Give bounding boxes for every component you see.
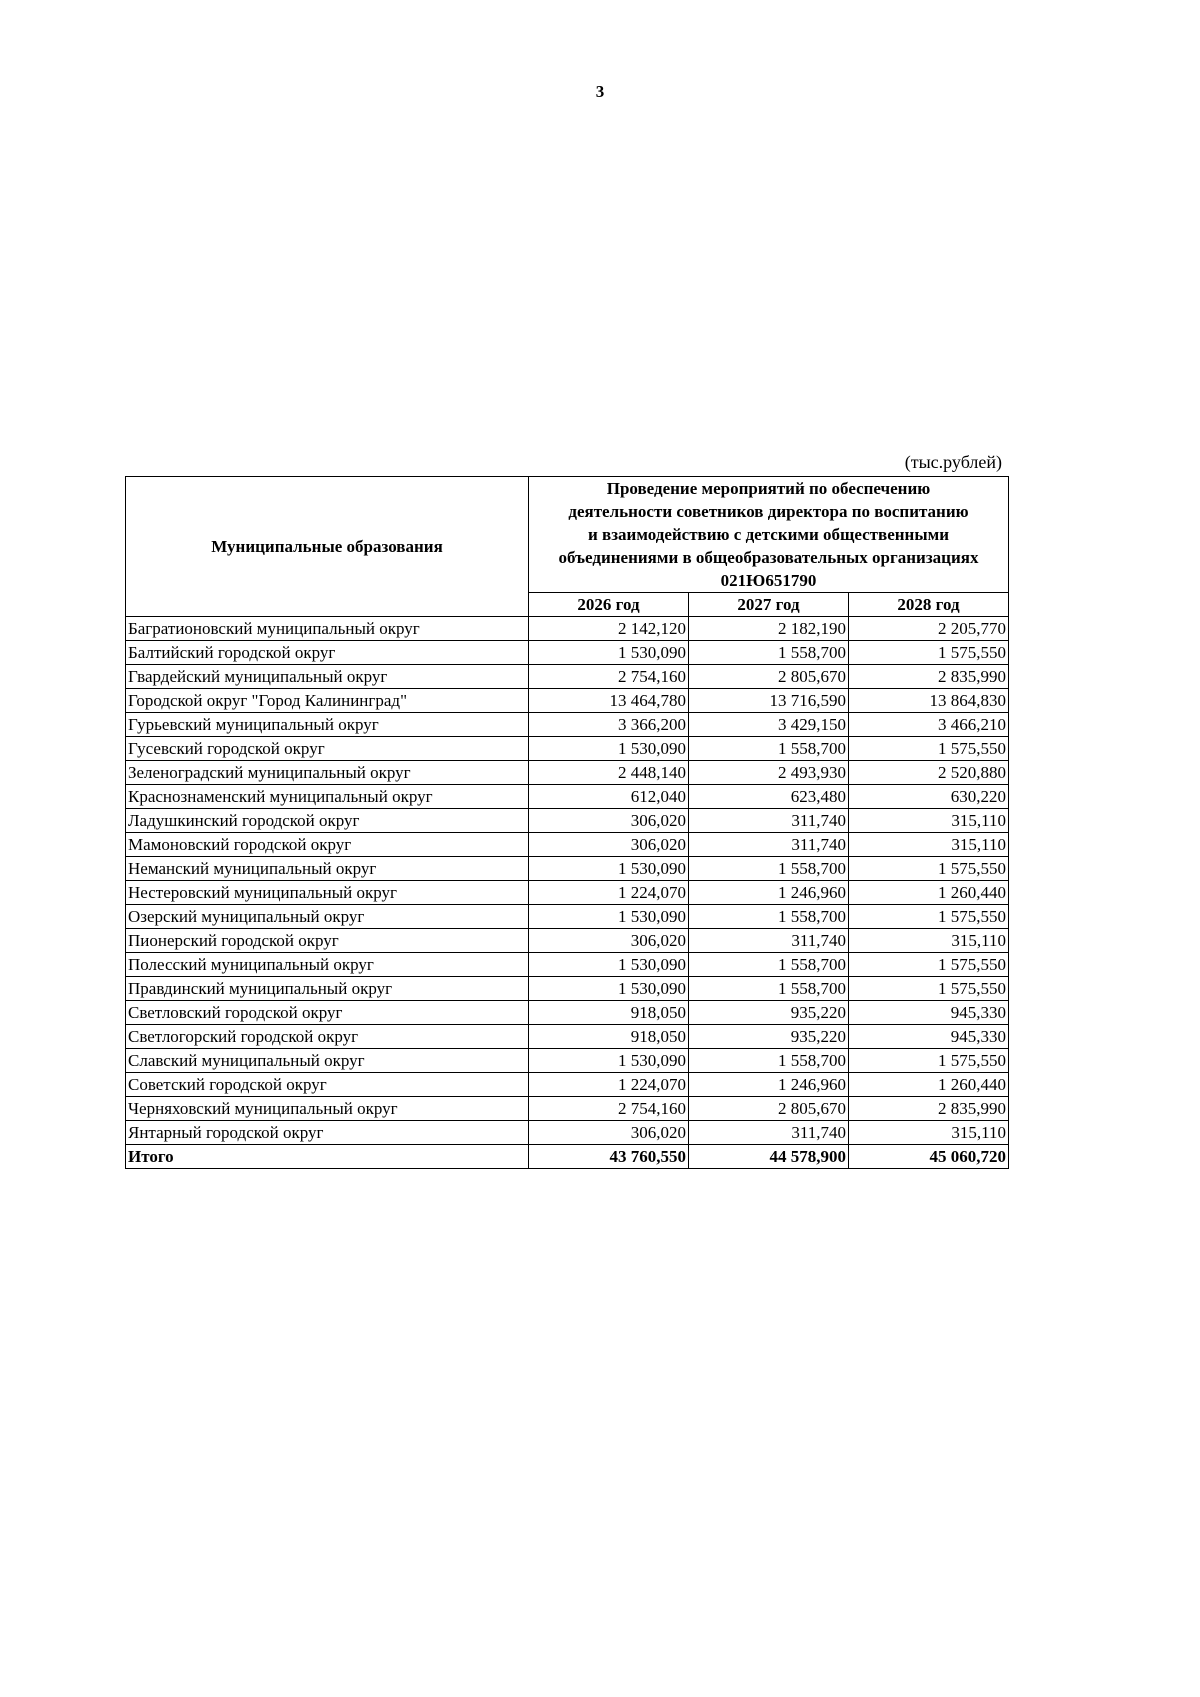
- table-body: [126, 617, 1009, 1169]
- budget-table: [125, 476, 1009, 1169]
- value-2026: 1 530,090: [529, 953, 689, 977]
- municipality-name: Гвардейский муниципальный округ: [126, 665, 529, 689]
- header-program-line: объединениями в общеобразовательных организациях: [558, 548, 979, 567]
- value-2028: 1 575,550: [849, 737, 1009, 761]
- value-2027: 2 805,670: [689, 1097, 849, 1121]
- municipality-name: Озерский муниципальный округ: [126, 905, 529, 929]
- value-2027: 2 182,190: [689, 617, 849, 641]
- value-2027: 1 558,700: [689, 905, 849, 929]
- table-row: [126, 1073, 1009, 1097]
- value-2026: 918,050: [529, 1025, 689, 1049]
- value-2026: 1 530,090: [529, 1049, 689, 1073]
- value-2026: 2 754,160: [529, 1097, 689, 1121]
- value-2028: 1 575,550: [849, 977, 1009, 1001]
- value-2026: 1 530,090: [529, 641, 689, 665]
- value-2028: 2 835,990: [849, 1097, 1009, 1121]
- value-2028: 1 575,550: [849, 641, 1009, 665]
- municipality-name: Нестеровский муниципальный округ: [126, 881, 529, 905]
- municipality-name: Светловский городской округ: [126, 1001, 529, 1025]
- value-2026: 1 530,090: [529, 857, 689, 881]
- value-2027: 311,740: [689, 929, 849, 953]
- value-2026: 2 142,120: [529, 617, 689, 641]
- municipality-name: Янтарный городской округ: [126, 1121, 529, 1145]
- value-2028: 2 520,880: [849, 761, 1009, 785]
- table-row: [126, 641, 1009, 665]
- value-2028: 1 575,550: [849, 953, 1009, 977]
- municipality-name: Гурьевский муниципальный округ: [126, 713, 529, 737]
- value-2026: 2 754,160: [529, 665, 689, 689]
- value-2026: 1 530,090: [529, 977, 689, 1001]
- value-2027: 2 493,930: [689, 761, 849, 785]
- value-2027: 935,220: [689, 1001, 849, 1025]
- table-row: [126, 977, 1009, 1001]
- value-2027: 1 558,700: [689, 641, 849, 665]
- table-row: [126, 881, 1009, 905]
- value-2026: 306,020: [529, 1121, 689, 1145]
- table-row: [126, 833, 1009, 857]
- value-2027: 44 578,900: [689, 1145, 849, 1169]
- value-2026: 43 760,550: [529, 1145, 689, 1169]
- value-2028: 1 260,440: [849, 1073, 1009, 1097]
- value-2028: 1 575,550: [849, 857, 1009, 881]
- municipality-name: Светлогорский городской округ: [126, 1025, 529, 1049]
- municipality-name: Итого: [126, 1145, 529, 1169]
- table-row: [126, 857, 1009, 881]
- municipality-name: Краснознаменский муниципальный округ: [126, 785, 529, 809]
- value-2027: 1 558,700: [689, 737, 849, 761]
- table-row: [126, 1025, 1009, 1049]
- value-2026: 1 530,090: [529, 737, 689, 761]
- table-row: [126, 809, 1009, 833]
- value-2026: 1 224,070: [529, 881, 689, 905]
- municipality-name: Балтийский городской округ: [126, 641, 529, 665]
- value-2028: 1 575,550: [849, 905, 1009, 929]
- value-2028: 1 260,440: [849, 881, 1009, 905]
- table-row: [126, 689, 1009, 713]
- header-row: [126, 477, 1009, 593]
- value-2028: 3 466,210: [849, 713, 1009, 737]
- table-row: [126, 1049, 1009, 1073]
- value-2026: 13 464,780: [529, 689, 689, 713]
- municipality-name: Полесский муниципальный округ: [126, 953, 529, 977]
- value-2026: 306,020: [529, 929, 689, 953]
- municipality-name: Правдинский муниципальный округ: [126, 977, 529, 1001]
- value-2027: 311,740: [689, 833, 849, 857]
- value-2027: 1 246,960: [689, 881, 849, 905]
- value-2028: 315,110: [849, 809, 1009, 833]
- header-program: [529, 477, 1009, 593]
- value-2026: 2 448,140: [529, 761, 689, 785]
- value-2027: 1 558,700: [689, 953, 849, 977]
- value-2026: 306,020: [529, 809, 689, 833]
- header-program-code: 021Ю651790: [720, 571, 817, 590]
- table-row: [126, 665, 1009, 689]
- value-2028: 630,220: [849, 785, 1009, 809]
- value-2027: 311,740: [689, 1121, 849, 1145]
- municipality-name: Мамоновский городской округ: [126, 833, 529, 857]
- value-2027: 311,740: [689, 809, 849, 833]
- header-program-line: Проведение мероприятий по обеспечению: [606, 479, 931, 498]
- value-2027: 935,220: [689, 1025, 849, 1049]
- value-2027: 13 716,590: [689, 689, 849, 713]
- value-2028: 2 835,990: [849, 665, 1009, 689]
- value-2026: 1 224,070: [529, 1073, 689, 1097]
- page-number: 3: [595, 82, 605, 101]
- value-2027: 1 246,960: [689, 1073, 849, 1097]
- value-2028: 1 575,550: [849, 1049, 1009, 1073]
- value-2028: 315,110: [849, 929, 1009, 953]
- municipality-name: Неманский муниципальный округ: [126, 857, 529, 881]
- municipality-name: Багратионовский муниципальный округ: [126, 617, 529, 641]
- municipality-name: Гусевский городской округ: [126, 737, 529, 761]
- value-2026: 1 530,090: [529, 905, 689, 929]
- table-row: [126, 761, 1009, 785]
- value-2028: 315,110: [849, 833, 1009, 857]
- municipality-name: Черняховский муниципальный округ: [126, 1097, 529, 1121]
- value-2026: 918,050: [529, 1001, 689, 1025]
- municipality-name: Пионерский городской округ: [126, 929, 529, 953]
- value-2027: 1 558,700: [689, 857, 849, 881]
- year-2027-header: 2027 год: [689, 593, 849, 617]
- unit-label: (тыс.рублей): [904, 452, 1002, 472]
- header-municipalities: Муниципальные образования: [126, 477, 529, 617]
- municipality-name: Славский муниципальный округ: [126, 1049, 529, 1073]
- value-2028: 315,110: [849, 1121, 1009, 1145]
- municipality-name: Зеленоградский муниципальный округ: [126, 761, 529, 785]
- table-row: [126, 785, 1009, 809]
- municipality-name: Советский городской округ: [126, 1073, 529, 1097]
- value-2028: 945,330: [849, 1025, 1009, 1049]
- municipality-name: Ладушкинский городской округ: [126, 809, 529, 833]
- value-2027: 1 558,700: [689, 977, 849, 1001]
- value-2027: 2 805,670: [689, 665, 849, 689]
- table-row: [126, 905, 1009, 929]
- table-row: [126, 737, 1009, 761]
- value-2028: 13 864,830: [849, 689, 1009, 713]
- table-row: [126, 929, 1009, 953]
- value-2026: 612,040: [529, 785, 689, 809]
- value-2026: 3 366,200: [529, 713, 689, 737]
- year-2026-header: 2026 год: [529, 593, 689, 617]
- table-row: [126, 953, 1009, 977]
- municipality-name: Городской округ "Город Калининград": [126, 689, 529, 713]
- value-2027: 623,480: [689, 785, 849, 809]
- value-2027: 1 558,700: [689, 1049, 849, 1073]
- table-row: [126, 713, 1009, 737]
- value-2028: 2 205,770: [849, 617, 1009, 641]
- table-row: [126, 1001, 1009, 1025]
- total-row: [126, 1145, 1009, 1169]
- table-row: [126, 1121, 1009, 1145]
- value-2026: 306,020: [529, 833, 689, 857]
- value-2028: 45 060,720: [849, 1145, 1009, 1169]
- table-row: [126, 617, 1009, 641]
- value-2028: 945,330: [849, 1001, 1009, 1025]
- header-program-line: деятельности советников директора по воспитанию: [568, 502, 969, 521]
- value-2027: 3 429,150: [689, 713, 849, 737]
- year-2028-header: 2028 год: [849, 593, 1009, 617]
- table-row: [126, 1097, 1009, 1121]
- header-program-line: и взаимодействию с детскими общественными: [588, 525, 949, 544]
